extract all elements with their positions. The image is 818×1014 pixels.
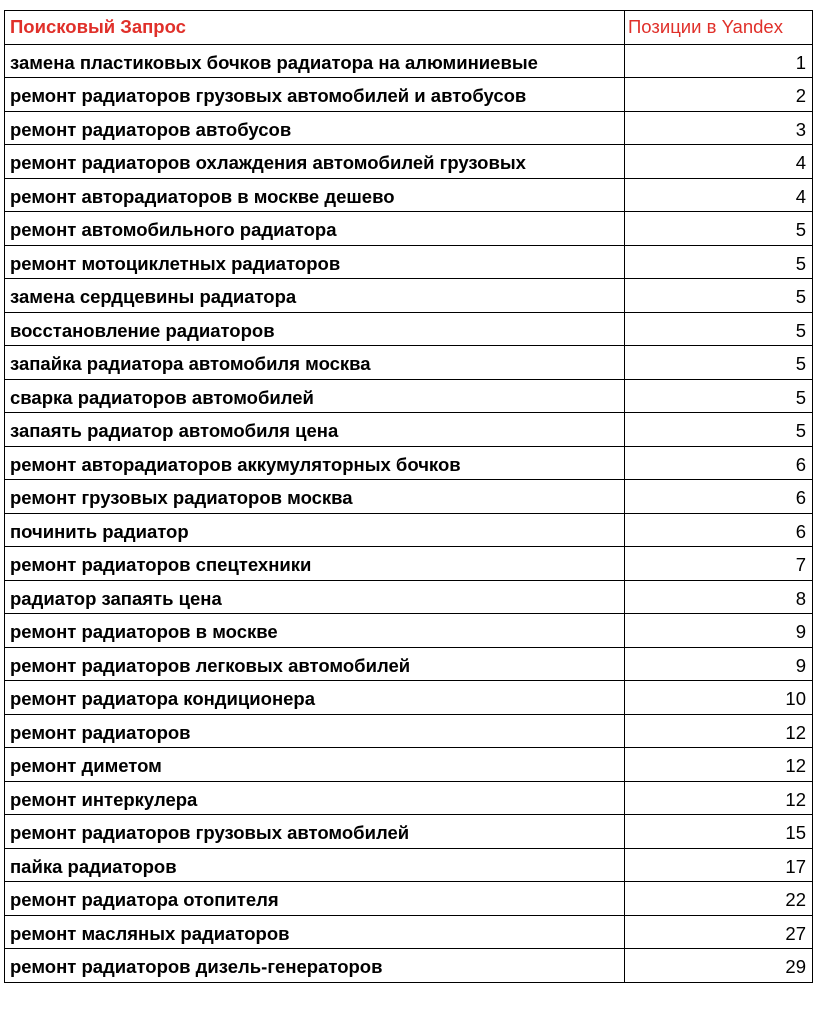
table-row	[5, 145, 813, 179]
query-cell: пайка радиаторов	[5, 848, 625, 882]
table-header-row	[5, 11, 813, 45]
query-cell: ремонт масляных радиаторов	[5, 915, 625, 949]
table-row	[5, 949, 813, 983]
query-cell: ремонт авторадиаторов аккумуляторных бочков	[5, 446, 625, 480]
position-cell: 15	[625, 815, 813, 849]
query-cell: запайка радиатора автомобиля москва	[5, 346, 625, 380]
query-cell: замена сердцевины радиатора	[5, 279, 625, 313]
position-cell: 5	[625, 346, 813, 380]
position-cell: 12	[625, 714, 813, 748]
table-row	[5, 714, 813, 748]
position-cell: 22	[625, 882, 813, 916]
query-cell: ремонт радиаторов легковых автомобилей	[5, 647, 625, 681]
table-row	[5, 446, 813, 480]
query-cell: починить радиатор	[5, 513, 625, 547]
table-row	[5, 279, 813, 313]
position-cell: 5	[625, 379, 813, 413]
query-cell: запаять радиатор автомобиля цена	[5, 413, 625, 447]
position-cell: 5	[625, 312, 813, 346]
table-row	[5, 848, 813, 882]
table-row	[5, 78, 813, 112]
table-row	[5, 781, 813, 815]
query-cell: ремонт радиаторов дизель-генераторов	[5, 949, 625, 983]
query-cell: радиатор запаять цена	[5, 580, 625, 614]
position-cell: 5	[625, 413, 813, 447]
position-cell: 12	[625, 781, 813, 815]
position-cell: 12	[625, 748, 813, 782]
table-row	[5, 580, 813, 614]
query-cell: ремонт диметом	[5, 748, 625, 782]
position-cell: 5	[625, 212, 813, 246]
query-cell: ремонт радиаторов спецтехники	[5, 547, 625, 581]
query-cell: ремонт радиаторов грузовых автомобилей	[5, 815, 625, 849]
query-cell: ремонт радиаторов в москве	[5, 614, 625, 648]
keyword-positions-table	[4, 10, 813, 983]
table-row	[5, 882, 813, 916]
table-body	[5, 11, 813, 983]
table-row	[5, 815, 813, 849]
query-cell: ремонт интеркулера	[5, 781, 625, 815]
position-cell: 10	[625, 681, 813, 715]
table-row	[5, 111, 813, 145]
table-row	[5, 681, 813, 715]
table-row	[5, 312, 813, 346]
query-cell: ремонт радиатора отопителя	[5, 882, 625, 916]
table-row	[5, 44, 813, 78]
position-cell: 5	[625, 245, 813, 279]
query-cell: ремонт грузовых радиаторов москва	[5, 480, 625, 514]
table-row	[5, 212, 813, 246]
position-cell: 9	[625, 647, 813, 681]
position-cell: 6	[625, 513, 813, 547]
query-cell: ремонт радиаторов автобусов	[5, 111, 625, 145]
position-cell: 27	[625, 915, 813, 949]
table-row	[5, 245, 813, 279]
position-cell: 6	[625, 446, 813, 480]
table-row	[5, 480, 813, 514]
table-row	[5, 379, 813, 413]
position-cell: 9	[625, 614, 813, 648]
position-cell: 1	[625, 44, 813, 78]
table-row	[5, 614, 813, 648]
query-cell: ремонт автомобильного радиатора	[5, 212, 625, 246]
position-cell: 7	[625, 547, 813, 581]
query-cell: ремонт радиатора кондиционера	[5, 681, 625, 715]
position-cell: 3	[625, 111, 813, 145]
table-row	[5, 513, 813, 547]
position-cell: 4	[625, 178, 813, 212]
query-cell: восстановление радиаторов	[5, 312, 625, 346]
table-row	[5, 647, 813, 681]
header-position: Позиции в Yandex	[625, 11, 813, 45]
position-cell: 6	[625, 480, 813, 514]
position-cell: 29	[625, 949, 813, 983]
table-row	[5, 748, 813, 782]
position-cell: 4	[625, 145, 813, 179]
table-row	[5, 547, 813, 581]
position-cell: 17	[625, 848, 813, 882]
query-cell: сварка радиаторов автомобилей	[5, 379, 625, 413]
table-row	[5, 413, 813, 447]
query-cell: замена пластиковых бочков радиатора на алюминиевые	[5, 44, 625, 78]
position-cell: 8	[625, 580, 813, 614]
query-cell: ремонт радиаторов	[5, 714, 625, 748]
position-cell: 2	[625, 78, 813, 112]
table-row	[5, 915, 813, 949]
header-query: Поисковый Запрос	[5, 11, 625, 45]
query-cell: ремонт авторадиаторов в москве дешево	[5, 178, 625, 212]
query-cell: ремонт радиаторов грузовых автомобилей и автобусов	[5, 78, 625, 112]
table-row	[5, 346, 813, 380]
query-cell: ремонт мотоциклетных радиаторов	[5, 245, 625, 279]
position-cell: 5	[625, 279, 813, 313]
query-cell: ремонт радиаторов охлаждения автомобилей грузовых	[5, 145, 625, 179]
table-row	[5, 178, 813, 212]
